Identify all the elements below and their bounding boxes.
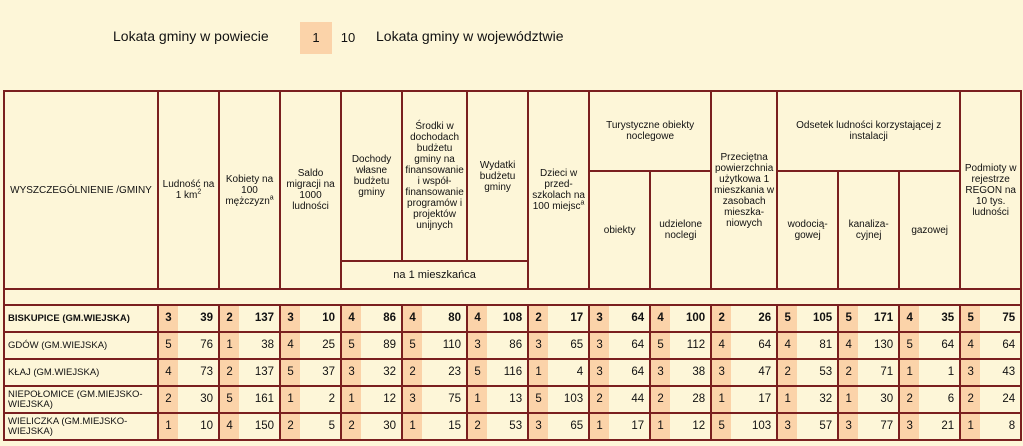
- voivodeship-rank-cell: 64: [609, 332, 650, 359]
- voivodeship-rank-cell: 108: [487, 305, 528, 332]
- voivodeship-rank-cell: 32: [797, 386, 838, 413]
- voivodeship-rank-cell: 76: [178, 332, 219, 359]
- voivodeship-rank-cell: 65: [548, 332, 589, 359]
- county-rank-cell: 3: [650, 359, 670, 386]
- voivodeship-rank-cell: 161: [239, 386, 280, 413]
- voivodeship-rank-cell: 64: [980, 332, 1021, 359]
- county-rank-cell: 5: [528, 386, 548, 413]
- county-rank-cell: 5: [711, 413, 731, 440]
- header-gas: gazowej: [899, 171, 960, 289]
- county-rank-cell: 4: [467, 305, 487, 332]
- county-rank-cell: 1: [528, 359, 548, 386]
- header-floor-area: Przeciętna powierzchnia użytkowa 1 mieszkania w zasobach mieszka-niowych: [711, 91, 777, 289]
- county-rank-cell: 2: [402, 359, 422, 386]
- voivodeship-rank-label: Lokata gminy w województwie: [376, 28, 564, 44]
- county-rank-cell: 4: [219, 413, 239, 440]
- county-rank-cell: 4: [402, 305, 422, 332]
- table-row: [4, 413, 1021, 440]
- voivodeship-rank-cell: 13: [487, 386, 528, 413]
- header-expenditure: Wydatki budżetu gminy: [467, 91, 528, 261]
- header-women: Kobiety na 100 mężczyzn$^a$: [219, 91, 280, 289]
- voivodeship-rank-cell: 17: [548, 305, 589, 332]
- voivodeship-rank-cell: 6: [919, 386, 960, 413]
- voivodeship-rank-cell: 65: [548, 413, 589, 440]
- voivodeship-rank-cell: 73: [178, 359, 219, 386]
- county-rank-cell: 2: [650, 386, 670, 413]
- county-rank-cell: 2: [777, 359, 797, 386]
- county-rank-cell: 4: [341, 305, 361, 332]
- voivodeship-rank-cell: 171: [858, 305, 899, 332]
- county-rank-cell: 3: [777, 413, 797, 440]
- voivodeship-rank-cell: 15: [422, 413, 467, 440]
- county-rank-cell: 4: [838, 332, 858, 359]
- header-tourism-nights: udzielone noclegi: [650, 171, 711, 289]
- voivodeship-rank-cell: 1: [919, 359, 960, 386]
- county-rank-cell: 3: [341, 359, 361, 386]
- county-rank-cell: 4: [777, 332, 797, 359]
- voivodeship-rank-cell: 43: [980, 359, 1021, 386]
- county-rank-cell: 5: [467, 359, 487, 386]
- voivodeship-rank-cell: 77: [858, 413, 899, 440]
- voivodeship-rank-cell: 57: [797, 413, 838, 440]
- county-rank-cell: 2: [838, 359, 858, 386]
- county-rank-cell: 3: [280, 305, 300, 332]
- county-rank-swatch: 1: [300, 22, 332, 54]
- county-rank-cell: 1: [280, 386, 300, 413]
- county-rank-cell: 4: [711, 332, 731, 359]
- voivodeship-rank-cell: 53: [797, 359, 838, 386]
- header-sewage: kanaliza-cyjnej: [838, 171, 899, 289]
- voivodeship-rank-cell: 44: [609, 386, 650, 413]
- voivodeship-rank-cell: 64: [609, 305, 650, 332]
- voivodeship-rank-cell: 12: [361, 386, 402, 413]
- voivodeship-rank-cell: 24: [980, 386, 1021, 413]
- voivodeship-rank-cell: 64: [919, 332, 960, 359]
- voivodeship-rank-cell: 21: [919, 413, 960, 440]
- county-rank-cell: 2: [467, 413, 487, 440]
- county-rank-cell: 3: [589, 305, 609, 332]
- voivodeship-rank-cell: 71: [858, 359, 899, 386]
- voivodeship-rank-cell: 17: [609, 413, 650, 440]
- voivodeship-rank-cell: 23: [422, 359, 467, 386]
- voivodeship-rank-cell: 130: [858, 332, 899, 359]
- voivodeship-rank-cell: 81: [797, 332, 838, 359]
- voivodeship-rank-cell: 30: [858, 386, 899, 413]
- voivodeship-rank-cell: 86: [361, 305, 402, 332]
- voivodeship-rank-cell: 25: [300, 332, 341, 359]
- voivodeship-rank-cell: 75: [422, 386, 467, 413]
- county-rank-cell: 5: [960, 305, 980, 332]
- county-rank-cell: 5: [899, 332, 919, 359]
- legend: [0, 20, 1023, 56]
- county-rank-cell: 3: [158, 305, 178, 332]
- voivodeship-rank-cell: 39: [178, 305, 219, 332]
- voivodeship-rank-cell: 64: [731, 332, 777, 359]
- county-rank-cell: 1: [838, 386, 858, 413]
- voivodeship-rank-cell: 32: [361, 359, 402, 386]
- table-row: [4, 305, 1021, 332]
- table-row: [4, 332, 1021, 359]
- county-rank-cell: 2: [158, 386, 178, 413]
- voivodeship-rank-cell: 4: [548, 359, 589, 386]
- county-rank-cell: 2: [528, 305, 548, 332]
- county-rank-cell: 5: [158, 332, 178, 359]
- county-rank-cell: 1: [402, 413, 422, 440]
- header-regon: Podmioty w rejestrze REGON na 10 tys. ludności: [960, 91, 1021, 289]
- voivodeship-rank-cell: 38: [670, 359, 711, 386]
- county-rank-cell: 4: [650, 305, 670, 332]
- county-rank-cell: 2: [589, 386, 609, 413]
- county-rank-cell: 3: [589, 332, 609, 359]
- county-rank-cell: 3: [711, 359, 731, 386]
- voivodeship-rank-cell: 89: [361, 332, 402, 359]
- voivodeship-rank-cell: 38: [239, 332, 280, 359]
- gmina-name: NIEPOŁOMICE (GM.MIEJSKO-WIEJSKA): [4, 386, 158, 413]
- voivodeship-rank-cell: 116: [487, 359, 528, 386]
- county-rank-cell: 4: [158, 359, 178, 386]
- voivodeship-rank-cell: 100: [670, 305, 711, 332]
- county-rank-cell: 2: [341, 413, 361, 440]
- county-rank-cell: 4: [280, 332, 300, 359]
- county-rank-cell: 1: [777, 386, 797, 413]
- header-installations-group: Odsetek ludności korzystającej z instalacji: [777, 91, 960, 171]
- county-rank-cell: 1: [219, 332, 239, 359]
- header-own-income: Dochody własne budżetu gminy: [341, 91, 402, 261]
- county-rank-label: Lokata gminy w powiecie: [113, 28, 269, 44]
- county-rank-cell: 1: [960, 413, 980, 440]
- county-rank-cell: 1: [341, 386, 361, 413]
- voivodeship-rank-cell: 10: [300, 305, 341, 332]
- gmina-name: GDÓW (GM.WIEJSKA): [4, 332, 158, 359]
- header-water: wodocią-gowej: [777, 171, 838, 289]
- county-rank-cell: 3: [960, 359, 980, 386]
- voivodeship-rank-cell: 137: [239, 359, 280, 386]
- voivodeship-rank-cell: 103: [731, 413, 777, 440]
- voivodeship-rank-cell: 2: [300, 386, 341, 413]
- table-row: [4, 386, 1021, 413]
- county-rank-cell: 1: [467, 386, 487, 413]
- county-rank-cell: 3: [528, 413, 548, 440]
- county-rank-cell: 2: [899, 386, 919, 413]
- county-rank-cell: 3: [528, 332, 548, 359]
- county-rank-cell: 4: [899, 305, 919, 332]
- county-rank-cell: 5: [280, 359, 300, 386]
- county-rank-cell: 5: [219, 386, 239, 413]
- voivodeship-rank-cell: 5: [300, 413, 341, 440]
- voivodeship-rank-cell: 53: [487, 413, 528, 440]
- county-rank-cell: 2: [219, 359, 239, 386]
- voivodeship-rank-cell: 35: [919, 305, 960, 332]
- gmina-name: BISKUPICE (GM.WIEJSKA): [4, 305, 158, 332]
- county-rank-cell: 3: [467, 332, 487, 359]
- county-rank-cell: 2: [711, 305, 731, 332]
- statistics-table: [3, 90, 1022, 441]
- header-tourism-group: Turystyczne obiekty noclegowe: [589, 91, 711, 171]
- voivodeship-rank-cell: 137: [239, 305, 280, 332]
- county-rank-cell: 5: [402, 332, 422, 359]
- county-rank-cell: 3: [402, 386, 422, 413]
- table-row: [4, 359, 1021, 386]
- county-rank-cell: 5: [777, 305, 797, 332]
- county-rank-cell: 3: [899, 413, 919, 440]
- voivodeship-rank-cell: 17: [731, 386, 777, 413]
- county-rank-cell: 1: [899, 359, 919, 386]
- voivodeship-rank-cell: 105: [797, 305, 838, 332]
- voivodeship-rank-cell: 47: [731, 359, 777, 386]
- voivodeship-rank-cell: 37: [300, 359, 341, 386]
- county-rank-cell: 3: [838, 413, 858, 440]
- voivodeship-rank-cell: 8: [980, 413, 1021, 440]
- voivodeship-rank-cell: 80: [422, 305, 467, 332]
- voivodeship-rank-cell: 75: [980, 305, 1021, 332]
- row-header: WYSZCZEGÓLNIENIE /GMINY: [4, 91, 158, 289]
- voivodeship-rank-cell: 30: [361, 413, 402, 440]
- header-density: Ludność na 1 $km^2$: [158, 91, 219, 289]
- county-rank-cell: 5: [650, 332, 670, 359]
- county-rank-cell: 4: [960, 332, 980, 359]
- voivodeship-rank-cell: 86: [487, 332, 528, 359]
- spacer-row: [4, 289, 1021, 305]
- voivodeship-rank-cell: 150: [239, 413, 280, 440]
- voivodeship-rank-cell: 30: [178, 386, 219, 413]
- voivodeship-rank-cell: 12: [670, 413, 711, 440]
- gmina-name: KŁAJ (GM.WIEJSKA): [4, 359, 158, 386]
- header-tourism-objects: obiekty: [589, 171, 650, 289]
- voivodeship-rank-cell: 26: [731, 305, 777, 332]
- header-eu-funds: Środki w dochodach budżetu gminy na finansowanie i współ-finansowanie programów i projektów unijnych: [402, 91, 467, 261]
- header-migration: Saldo migracji na 1000 ludności: [280, 91, 341, 289]
- county-rank-cell: 1: [158, 413, 178, 440]
- voivodeship-rank-cell: 28: [670, 386, 711, 413]
- county-rank-cell: 1: [711, 386, 731, 413]
- county-rank-cell: 5: [341, 332, 361, 359]
- header-per-capita: na 1 mieszkańca: [341, 261, 528, 289]
- county-rank-cell: 3: [589, 359, 609, 386]
- county-rank-cell: 5: [838, 305, 858, 332]
- voivodeship-rank-swatch: 10: [332, 22, 364, 54]
- voivodeship-rank-cell: 10: [178, 413, 219, 440]
- county-rank-cell: 2: [280, 413, 300, 440]
- gmina-name: WIELICZKA (GM.MIEJSKO-WIEJSKA): [4, 413, 158, 440]
- voivodeship-rank-cell: 103: [548, 386, 589, 413]
- county-rank-cell: 1: [650, 413, 670, 440]
- voivodeship-rank-cell: 64: [609, 359, 650, 386]
- county-rank-cell: 1: [589, 413, 609, 440]
- header-preschool: Dzieci w przed-szkolach na 100 miejsc$^a$: [528, 91, 589, 289]
- voivodeship-rank-cell: 110: [422, 332, 467, 359]
- county-rank-cell: 2: [219, 305, 239, 332]
- voivodeship-rank-cell: 112: [670, 332, 711, 359]
- county-rank-cell: 2: [960, 386, 980, 413]
